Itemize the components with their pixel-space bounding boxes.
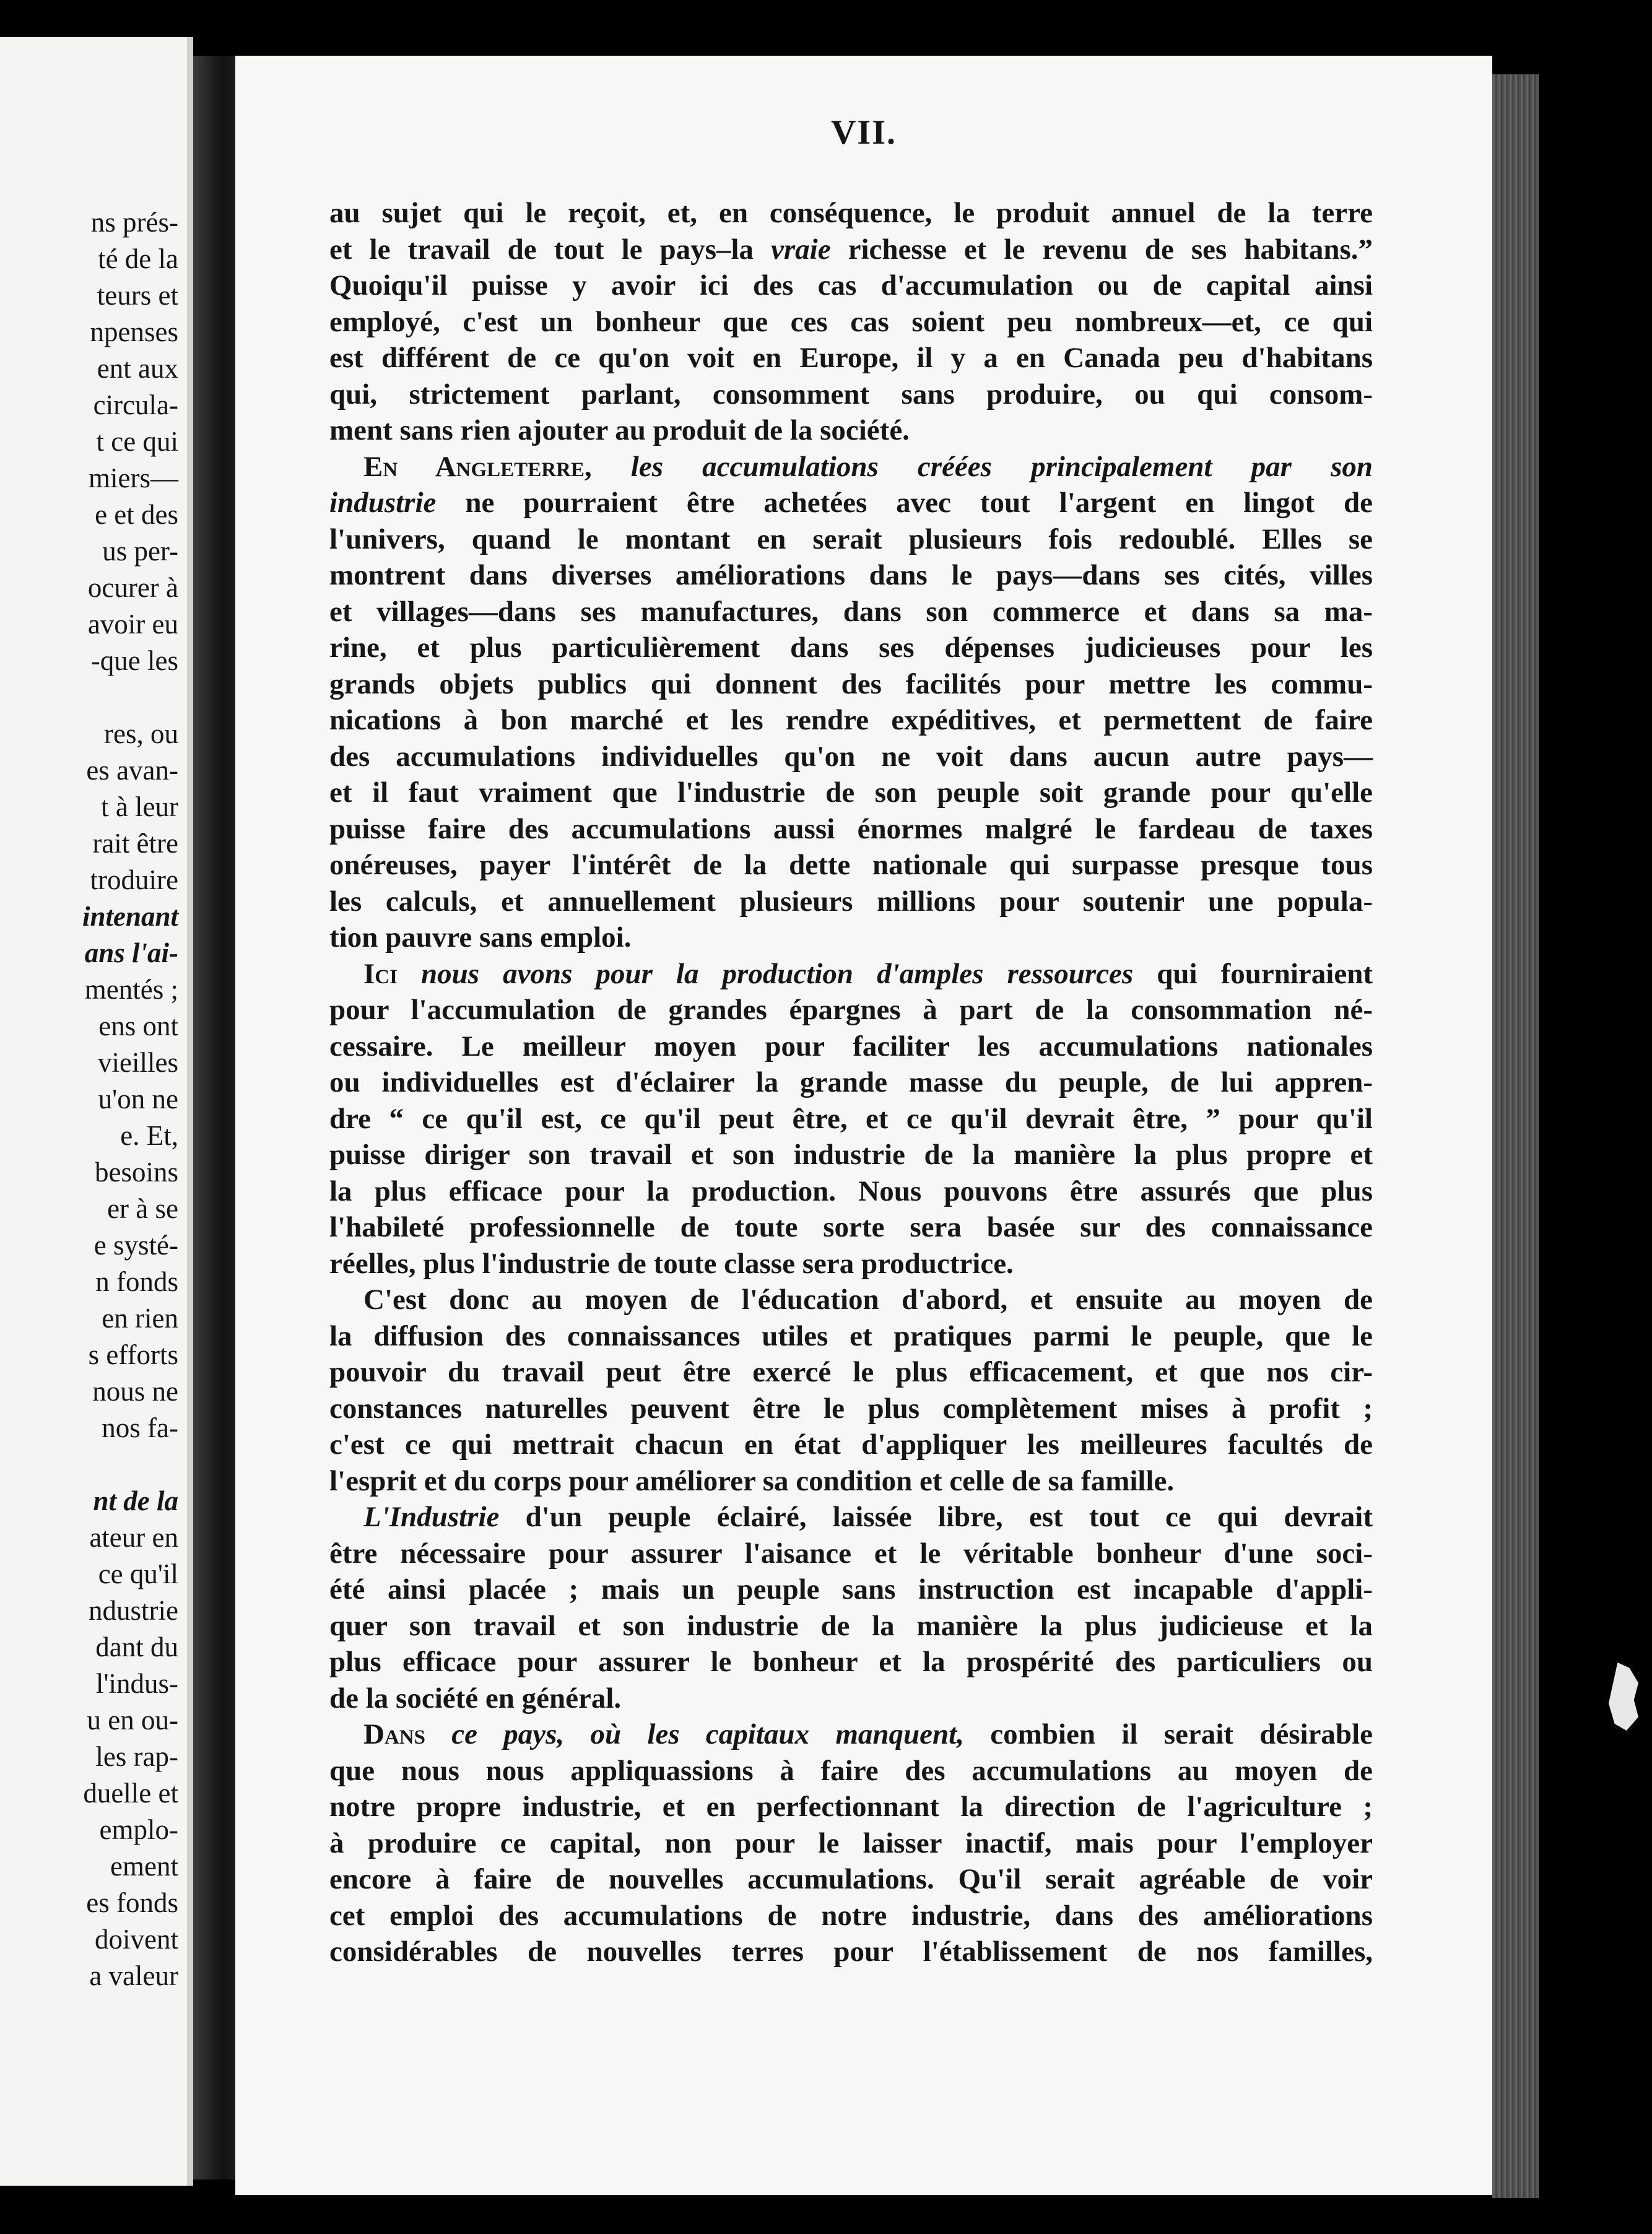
italic-phrase: ce pays, où les capitaux manquent, (451, 1718, 964, 1750)
text-line (329, 702, 1373, 739)
page-edges (1492, 74, 1539, 2198)
text-run: quer son travail et son industrie de la manière la plus judicieuse et la (329, 1609, 1373, 1642)
text-run: onéreuses, payer l'intérêt de la dette nationale qui surpasse presque tous (329, 849, 1373, 881)
text-line (329, 1209, 1373, 1246)
text-run: qui, strictement parlant, consomment sans produire, ou qui consom- (329, 378, 1373, 411)
text-run: grands objets publics qui donnent des facilités pour mettre les commu- (329, 667, 1373, 700)
text-line (329, 1427, 1373, 1463)
left-page-text (82, 204, 178, 1994)
text-run: employé, c'est un bonheur que ces cas soient peu nombreux—et, ce qui (329, 305, 1373, 338)
left-page-line (82, 679, 178, 716)
left-facing-page (0, 37, 193, 2186)
left-page-line: nt de la (93, 1485, 178, 1516)
text-line (329, 1463, 1373, 1500)
text-run: qui fourniraient (1133, 957, 1373, 990)
text-run: l'univers, quand le montant en serait plusieurs fois redoublé. Elles se (329, 523, 1373, 555)
text-run: cet emploi des accumulations de notre industrie, dans des améliorations (329, 1899, 1373, 1932)
text-line (329, 1644, 1373, 1680)
right-page (235, 56, 1492, 2195)
text-run: été ainsi placée ; mais un peuple sans instruction est incapable d'appli- (329, 1573, 1373, 1606)
text-line (329, 1825, 1373, 1862)
text-run: , (584, 450, 631, 483)
text-run: ment sans rien ajouter au produit de la société. (329, 414, 910, 446)
text-line (329, 775, 1373, 811)
body-text (329, 195, 1373, 1970)
text-run: et le travail de tout le pays–la (329, 233, 772, 266)
left-page-line: doivent (95, 1924, 178, 1955)
left-page-line: es fonds (86, 1887, 178, 1918)
left-page-line: ce qu'il (98, 1558, 178, 1589)
text-line (329, 739, 1373, 775)
text-run: au sujet qui le reçoit, et, en conséquence, le produit annuel de la terre (329, 197, 1373, 229)
text-run: de la société en général. (329, 1682, 622, 1715)
text-line (329, 594, 1373, 630)
text-run: encore à faire de nouvelles accumulations. Qu'il serait agréable de voir (329, 1863, 1373, 1895)
text-run: nications à bon marché et les rendre expéditives, et permettent de faire (329, 704, 1373, 736)
text-line (329, 919, 1373, 956)
text-run: être nécessaire pour assurer l'aisance et le véritable bonheur d'une soci- (329, 1537, 1373, 1570)
italic-phrase: industrie (329, 487, 437, 519)
left-page-line: u en ou- (87, 1705, 178, 1736)
small-caps-word: Dans (363, 1718, 425, 1750)
text-line (329, 485, 1373, 521)
text-run: ne pourraient être achetées avec tout l'argent en lingot de (436, 487, 1373, 519)
left-page-line: ndustrie (89, 1595, 178, 1626)
left-page-line: s efforts (88, 1339, 178, 1370)
text-line (329, 1789, 1373, 1825)
text-run: C'est donc au moyen de l'éducation d'abord, et ensuite au moyen de (363, 1284, 1373, 1316)
left-page-line: té de la (98, 243, 178, 274)
small-caps-word: Ici (363, 957, 398, 990)
left-page-line: t ce qui (96, 426, 178, 457)
text-run: et villages—dans ses manufactures, dans son commerce et dans sa ma- (329, 595, 1373, 628)
text-line (329, 1753, 1373, 1789)
text-line (329, 1246, 1373, 1282)
text-run: puisse diriger son travail et son industrie de la manière la plus propre et (329, 1139, 1373, 1171)
text-line (329, 1354, 1373, 1391)
text-line (329, 1028, 1373, 1065)
text-line (329, 1608, 1373, 1645)
left-page-line: rait être (92, 828, 178, 859)
left-page-line: -que les (90, 645, 178, 676)
left-page-line: ns prés- (90, 207, 178, 238)
text-line (329, 1101, 1373, 1137)
italic-phrase: nous avons pour la production d'amples ressources (421, 957, 1134, 990)
left-page-line: ens ont (98, 1011, 178, 1041)
text-run: d'un peuple éclairé, laissée libre, est tout ce qui devrait (499, 1501, 1373, 1533)
left-page-line: miers— (89, 463, 178, 493)
text-run: est différent de ce qu'on voit en Europe, il y a en Canada peu d'habitans (329, 342, 1373, 374)
text-line (329, 195, 1373, 232)
left-page-line: us per- (102, 536, 178, 567)
text-line (329, 1318, 1373, 1355)
text-line (329, 1282, 1373, 1318)
left-page-line: ateur en (89, 1522, 178, 1553)
left-page-line: a valeur (89, 1960, 178, 1991)
left-page-line: besoins (95, 1157, 178, 1188)
text-run: tion pauvre sans emploi. (329, 921, 632, 954)
text-run: puisse faire des accumulations aussi énormes malgré le fardeau de taxes (329, 812, 1373, 845)
text-run: ou individuelles est d'éclairer la grande masse du peuple, de lui appren- (329, 1066, 1373, 1098)
text-line (329, 521, 1373, 558)
left-page-line: avoir eu (87, 609, 178, 640)
text-line (329, 376, 1373, 413)
text-run: réelles, plus l'industrie de toute classe sera productrice. (329, 1247, 1014, 1280)
left-page-line: e systé- (93, 1230, 178, 1261)
text-run: la diffusion des connaissances utiles et pratiques parmi le peuple, que le (329, 1319, 1373, 1352)
text-line (329, 1064, 1373, 1101)
text-line (329, 630, 1373, 666)
text-line (329, 1391, 1373, 1427)
left-page-line: es avan- (86, 755, 178, 786)
text-run (398, 958, 421, 990)
text-line (329, 1137, 1373, 1173)
left-page-line: duelle et (83, 1778, 178, 1809)
left-page-line: t à leur (101, 791, 178, 822)
left-page-line: e. Et, (120, 1120, 178, 1151)
text-run: richesse et le revenu de ses habitans.” (830, 233, 1373, 266)
left-page-line: ent aux (97, 353, 178, 384)
left-page-line: npenses (90, 316, 178, 347)
text-line (329, 232, 1373, 268)
left-page-line: intenant (82, 901, 178, 932)
text-run: montrent dans diverses améliorations dans le pays—dans ses cités, villes (329, 559, 1373, 591)
text-line (329, 1680, 1373, 1717)
text-run: à produire ce capital, non pour le laisser inactif, mais pour l'employer (329, 1827, 1373, 1859)
paper-fragment (1609, 1662, 1638, 1731)
text-line (329, 1861, 1373, 1898)
left-page-line: u'on ne (98, 1084, 178, 1115)
text-run: pour l'accumulation de grandes épargnes à part de la consommation né- (329, 994, 1373, 1026)
text-line (329, 1499, 1373, 1536)
text-run: plus efficace pour assurer le bonheur et la prospérité des particuliers ou (329, 1646, 1373, 1678)
left-page-line: ans l'ai- (84, 937, 178, 968)
text-line (329, 666, 1373, 703)
text-run: que nous nous appliquassions à faire des accumulations au moyen de (329, 1754, 1373, 1787)
text-run: des accumulations individuelles qu'on ne voit dans aucun autre pays— (329, 740, 1373, 773)
text-run: combien il serait désirable (963, 1718, 1373, 1750)
text-line (329, 847, 1373, 884)
text-run: la plus efficace pour la production. Nous pouvons être assurés que plus (329, 1175, 1373, 1207)
text-run: considérables de nouvelles terres pour l'établissement de nos familles, (329, 1936, 1373, 1968)
text-line (329, 992, 1373, 1028)
text-line (329, 956, 1373, 993)
text-line (329, 811, 1373, 848)
text-run: Quoiqu'il puisse y avoir ici des cas d'accumulation ou de capital ainsi (329, 269, 1373, 302)
left-page-line: emplo- (99, 1814, 178, 1845)
text-run: pouvoir du travail peut être exercé le plus efficacement, et que nos cir- (329, 1356, 1373, 1388)
left-page-line: les rap- (95, 1741, 178, 1772)
text-run: les calculs, et annuellement plusieurs millions pour soutenir une popula- (329, 885, 1373, 918)
left-page-line: nous ne (92, 1376, 178, 1407)
italic-phrase: L'Industrie (363, 1501, 500, 1533)
left-page-line: ement (110, 1851, 178, 1882)
text-line (329, 1571, 1373, 1608)
text-line (329, 1536, 1373, 1572)
page-number: VII. (830, 113, 897, 152)
text-line (329, 304, 1373, 341)
left-page-line: mentés ; (84, 974, 178, 1005)
text-run: l'habileté professionnelle de toute sorte sera basée sur des connaissance (329, 1211, 1373, 1243)
text-run: dre “ ce qu'il est, ce qu'il peut être, et ce qu'il devrait être, ” pour qu'il (329, 1102, 1373, 1135)
text-run: l'esprit et du corps pour améliorer sa condition et celle de sa famille. (329, 1464, 1175, 1497)
text-line (329, 340, 1373, 376)
italic-phrase: les accumulations créées principalement par son (630, 450, 1373, 483)
left-page-line: teurs et (97, 280, 178, 311)
small-caps-word: En Angleterre (363, 450, 585, 483)
text-line (329, 1173, 1373, 1210)
text-line (329, 267, 1373, 304)
text-run (425, 1718, 451, 1750)
italic-phrase: vraie (771, 233, 831, 266)
text-line (329, 1716, 1373, 1753)
text-line (329, 412, 1373, 449)
text-line (329, 1898, 1373, 1934)
left-page-line (82, 1446, 178, 1483)
left-page-line: l'indus- (95, 1668, 178, 1699)
text-run: notre propre industrie, et en perfectionnant la direction de l'agriculture ; (329, 1791, 1373, 1823)
left-page-line: circula- (93, 389, 178, 420)
left-page-line: vieilles (98, 1047, 178, 1078)
text-run: c'est ce qui mettrait chacun en état d'appliquer les meilleures facultés de (329, 1428, 1373, 1461)
left-page-line: n fonds (95, 1266, 178, 1297)
left-page-line: ocurer à (87, 572, 178, 603)
text-run: et il faut vraiment que l'industrie de son peuple soit grande pour qu'elle (329, 776, 1373, 809)
left-page-line: dant du (95, 1632, 178, 1662)
text-line (329, 1934, 1373, 1970)
left-page-line: er à se (107, 1193, 178, 1224)
left-page-line: nos fa- (102, 1412, 178, 1443)
left-page-line: troduire (90, 864, 178, 895)
left-page-line: res, ou (104, 718, 178, 749)
text-line (329, 449, 1373, 485)
text-run: cessaire. Le meilleur moyen pour faciliter les accumulations nationales (329, 1030, 1373, 1063)
left-page-line: e et des (95, 499, 178, 530)
text-line (329, 557, 1373, 594)
left-page-line: en rien (102, 1303, 178, 1334)
text-run: constances naturelles peuvent être le plus complètement mises à profit ; (329, 1392, 1373, 1425)
text-line (329, 884, 1373, 920)
text-run: rine, et plus particulièrement dans ses dépenses judicieuses pour les (329, 632, 1373, 664)
